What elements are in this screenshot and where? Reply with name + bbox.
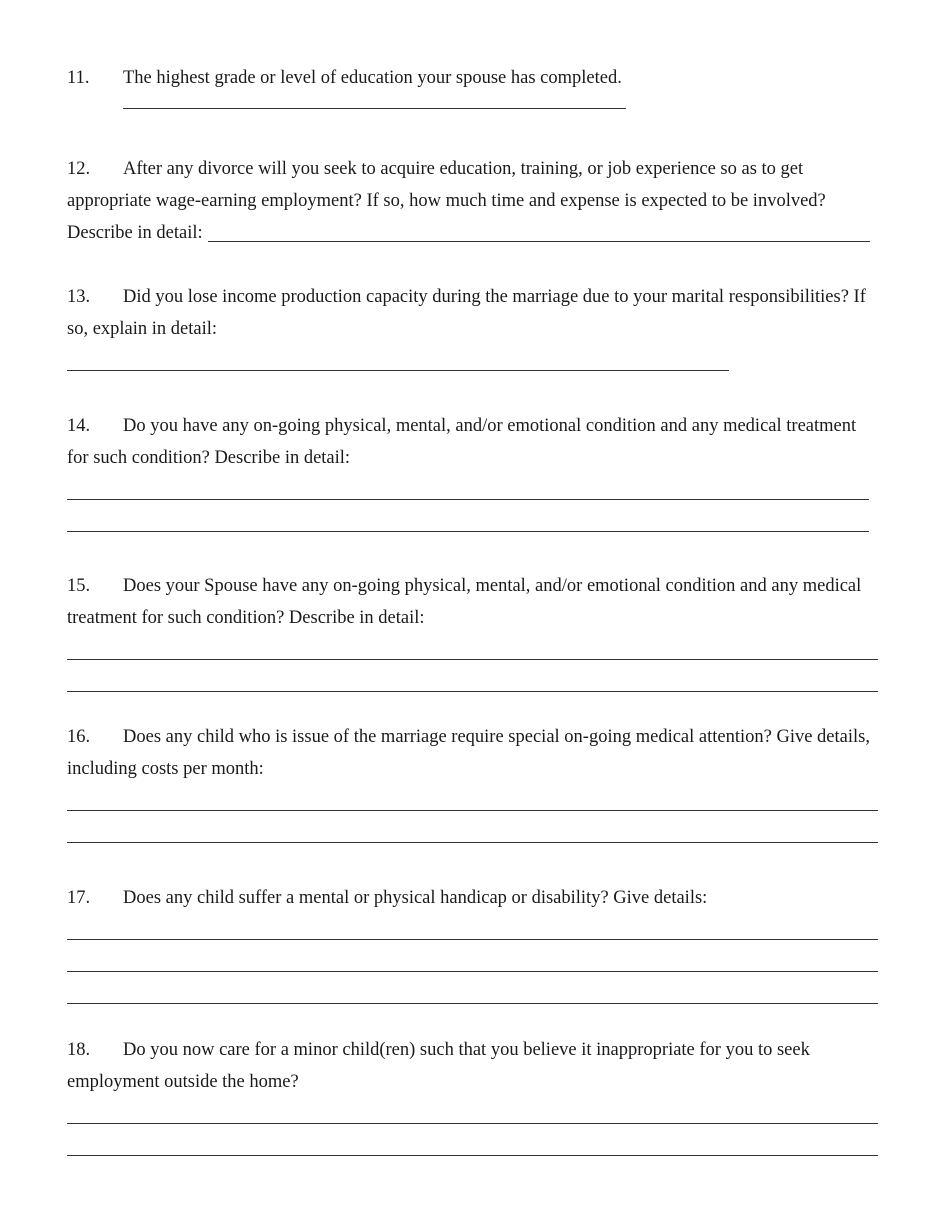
- question-text: so, explain in detail:: [67, 319, 218, 339]
- question-number: 13.: [67, 287, 91, 307]
- question-number: 14.: [67, 416, 91, 436]
- question-number: 17.: [67, 888, 91, 908]
- answer-line[interactable]: [67, 370, 729, 371]
- question-number: 15.: [67, 576, 91, 596]
- question-text: Do you now care for a minor child(ren) such that you believe it inappropriate for you to seek: [123, 1040, 810, 1060]
- question-number: 18.: [67, 1040, 91, 1060]
- answer-line[interactable]: [67, 971, 878, 972]
- question-text: Does any child suffer a mental or physical handicap or disability? Give details:: [123, 888, 708, 908]
- question-number: 12.: [67, 159, 91, 179]
- answer-line[interactable]: [208, 241, 870, 242]
- question-text: Do you have any on-going physical, mental, and/or emotional condition and any medical treatment: [123, 416, 857, 436]
- question-text: employment outside the home?: [67, 1072, 299, 1092]
- answer-line[interactable]: [67, 499, 869, 500]
- answer-line[interactable]: [67, 659, 878, 660]
- question-text: Did you lose income production capacity during the marriage due to your marital responsibilities? If: [123, 287, 866, 307]
- answer-line[interactable]: [67, 1003, 878, 1004]
- question-number: 16.: [67, 727, 91, 747]
- question-text: for such condition? Describe in detail:: [67, 448, 351, 468]
- question-number: 11.: [67, 68, 90, 88]
- question-text: Does any child who is issue of the marriage require special on-going medical attention? Give details,: [123, 727, 870, 747]
- answer-line[interactable]: [67, 531, 869, 532]
- answer-line[interactable]: [67, 1123, 878, 1124]
- question-text: appropriate wage-earning employment? If so, how much time and expense is expected to be involved?: [67, 191, 826, 211]
- answer-line[interactable]: [123, 108, 626, 109]
- question-text: After any divorce will you seek to acquire education, training, or job experience so as to get: [123, 159, 804, 179]
- answer-line[interactable]: [67, 1155, 878, 1156]
- answer-line[interactable]: [67, 842, 878, 843]
- question-text: The highest grade or level of education your spouse has completed.: [123, 68, 622, 88]
- question-text: treatment for such condition? Describe in detail:: [67, 608, 425, 628]
- question-text: including costs per month:: [67, 759, 264, 779]
- question-text: Does your Spouse have any on-going physical, mental, and/or emotional condition and any medical: [123, 576, 862, 596]
- answer-line[interactable]: [67, 939, 878, 940]
- answer-line[interactable]: [67, 691, 878, 692]
- answer-line[interactable]: [67, 810, 878, 811]
- question-text: Describe in detail:: [67, 223, 203, 243]
